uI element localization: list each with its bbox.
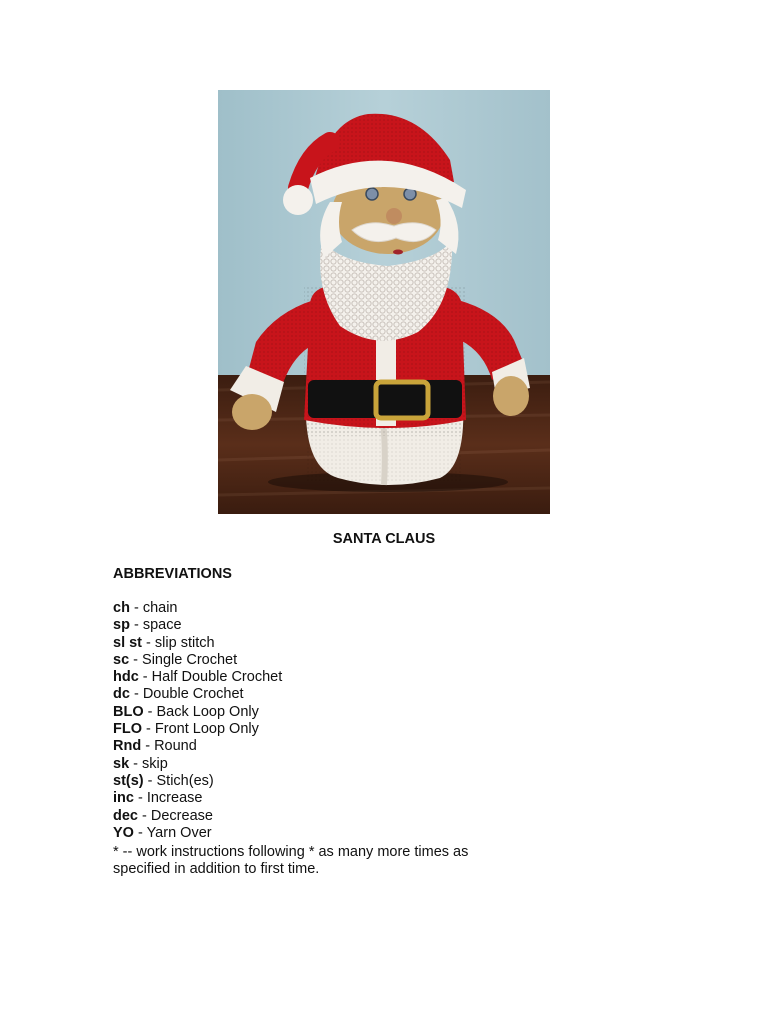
abbreviation-meaning: Double Crochet <box>142 686 244 703</box>
abbreviation-row <box>113 686 282 703</box>
abbreviation-meaning: Half Double Crochet <box>151 669 283 686</box>
left-eye <box>366 188 378 200</box>
abbreviation-row <box>113 790 282 807</box>
right-mitten <box>493 376 529 416</box>
abbreviation-separator: - <box>133 824 147 841</box>
abbreviation-term: YO <box>113 824 134 841</box>
abbreviation-separator: - <box>129 600 143 616</box>
abbreviation-term: dec <box>113 807 138 824</box>
left-mitten <box>232 394 272 430</box>
abbreviation-separator: - <box>129 686 143 703</box>
abbreviation-separator: - <box>129 651 143 668</box>
santa-belt <box>308 380 462 418</box>
abbreviation-row <box>113 617 282 634</box>
abbreviation-meaning: Increase <box>146 790 203 807</box>
abbreviation-term: hdc <box>113 669 139 686</box>
abbreviation-meaning: slip stitch <box>154 634 215 651</box>
abbreviation-meaning: chain <box>142 600 178 616</box>
abbreviation-term: sc <box>113 651 130 668</box>
abbreviation-meaning: Front Loop Only <box>154 721 259 738</box>
abbreviation-separator: - <box>133 790 147 807</box>
abbreviation-separator: - <box>142 634 155 651</box>
abbreviation-term: sk <box>113 755 130 772</box>
abbreviation-separator: - <box>142 721 155 738</box>
repeat-instruction-note: * -- work instructions following * as many more times as specified in addition to first time. <box>113 844 469 878</box>
abbreviation-row <box>113 738 282 755</box>
abbreviation-row <box>113 635 282 652</box>
abbreviation-meaning: skip <box>142 755 168 772</box>
santa-doll-photo <box>218 90 550 514</box>
abbreviation-separator: - <box>141 738 155 755</box>
abbreviation-row <box>113 756 282 773</box>
abbreviation-row <box>113 600 282 617</box>
abbreviation-list <box>113 600 282 842</box>
abbreviation-separator: - <box>138 669 152 686</box>
santa-nose <box>386 208 402 224</box>
abbreviation-term: st(s) <box>113 772 144 789</box>
abbreviation-term: sl st <box>113 634 143 651</box>
abbreviation-row <box>113 773 282 790</box>
abbreviation-meaning: Decrease <box>150 807 213 824</box>
abbreviation-row <box>113 652 282 669</box>
hat-pompom <box>283 185 313 215</box>
abbreviation-term: FLO <box>113 721 142 738</box>
abbreviation-meaning: Single Crochet <box>142 651 238 668</box>
abbreviation-term: inc <box>113 790 134 807</box>
abbreviation-meaning: space <box>142 617 182 634</box>
abbreviation-row <box>113 704 282 721</box>
abbreviation-term: Rnd <box>113 738 142 755</box>
section-heading: ABBREVIATIONS <box>113 566 232 582</box>
abbreviation-separator: - <box>138 807 151 824</box>
abbreviation-term: sp <box>113 617 130 634</box>
abbreviation-separator: - <box>143 772 157 789</box>
abbreviation-term: ch <box>113 600 130 616</box>
abbreviation-term: BLO <box>113 703 144 720</box>
abbreviation-term: dc <box>113 686 130 703</box>
abbreviation-separator: - <box>143 703 157 720</box>
abbreviation-separator: - <box>129 755 143 772</box>
abbreviation-meaning: Back Loop Only <box>156 703 259 720</box>
abbreviation-row <box>113 808 282 825</box>
abbreviation-row <box>113 669 282 686</box>
abbreviation-meaning: Stich(es) <box>156 772 214 789</box>
abbreviation-separator: - <box>129 617 143 634</box>
page-title: SANTA CLAUS <box>332 531 436 547</box>
abbreviation-meaning: Round <box>154 738 197 755</box>
abbreviation-meaning: Yarn Over <box>146 824 212 841</box>
santa-mustache <box>352 223 436 242</box>
abbreviation-row <box>113 721 282 738</box>
abbreviation-row <box>113 825 282 842</box>
